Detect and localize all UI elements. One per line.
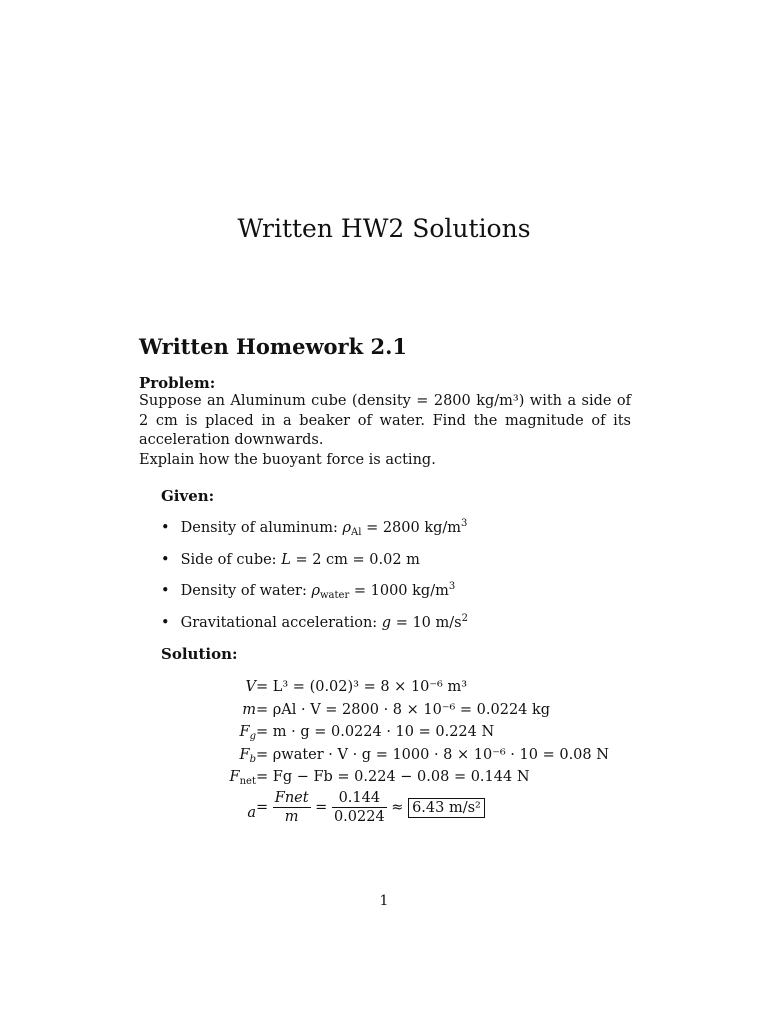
- given-item-subscript: water: [320, 590, 350, 601]
- given-item-label: Gravitational acceleration:: [180, 614, 378, 631]
- equation-lhs: $F_{net}$: [229, 769, 256, 787]
- given-label: Given:: [161, 487, 215, 505]
- given-item-value: = 10 m/s: [395, 614, 462, 631]
- given-item-symbol: ρ: [311, 583, 320, 599]
- given-item-symbol: g: [381, 614, 392, 631]
- given-item-value: = 1000 kg/m: [353, 583, 449, 599]
- given-item-symbol: ρ: [342, 520, 352, 536]
- fraction-denominator: 0.0224: [333, 809, 385, 825]
- final-answer-box: 6.43 m/s²: [408, 798, 485, 818]
- given-item-exponent: 3: [448, 581, 456, 592]
- problem-label: Problem:: [139, 374, 216, 392]
- equation-rhs: = ρAl · V = 2800 · 8 × 10⁻⁶ = 0.0224 kg: [256, 702, 551, 718]
- fraction-denominator: m: [284, 809, 299, 825]
- fraction-numerator: 0.144: [332, 789, 387, 808]
- equation-lhs: V: [245, 679, 256, 695]
- equation-rhs: = L³ = (0.02)³ = 8 × 10⁻⁶ m³: [256, 679, 468, 695]
- page-number: 1: [379, 893, 389, 909]
- solution-label: Solution:: [161, 645, 238, 663]
- given-item-exponent: 2: [461, 612, 468, 624]
- equation-gravity: [0, 721, 768, 743]
- given-item-exponent: 3: [461, 518, 468, 529]
- equation-acceleration: [0, 790, 768, 828]
- given-item: [161, 508, 468, 540]
- given-item: [161, 571, 468, 603]
- problem-line: Suppose an Aluminum cube (density = 2800 kg/m³) with a side of 2 cm is placed in a beaker of water. Find the magnitude of its acceleration downwards.: [139, 393, 631, 448]
- equation-lhs: a: [247, 805, 256, 821]
- bullet-icon: •: [161, 614, 170, 631]
- equation-volume: [0, 676, 768, 698]
- equation-mass: [0, 699, 768, 721]
- equation-net-force: [0, 766, 768, 788]
- equation-rhs: = Fg − Fb = 0.224 − 0.08 = 0.144 N: [256, 769, 530, 785]
- equation-buoyant: [0, 744, 768, 766]
- problem-statement: [139, 392, 631, 470]
- given-item-value: = 2800 kg/m: [366, 520, 462, 536]
- given-item-value: = 2 cm = 0.02 m: [295, 551, 420, 568]
- bullet-icon: •: [161, 583, 170, 599]
- equation-rhs: = m · g = 0.0224 · 10 = 0.224 N: [256, 724, 495, 740]
- given-item: [161, 603, 468, 635]
- bullet-icon: •: [161, 551, 170, 568]
- given-item: [161, 540, 468, 572]
- fraction: [273, 789, 311, 826]
- given-item-symbol: L: [281, 551, 291, 568]
- fraction-numerator: Fnet: [274, 790, 309, 806]
- problem-line: Explain how the buoyant force is acting.: [139, 451, 436, 468]
- document-title: Written HW2 Solutions: [237, 214, 531, 243]
- fraction: [332, 789, 387, 826]
- section-title: Written Homework 2.1: [139, 334, 407, 359]
- given-item-label: Side of cube:: [180, 551, 277, 568]
- equation-rhs: = $\frac{\text{Fnet}}{m}$ = $\frac{0.144}{0.0224}$ ≈ 6.43 m/s²: [256, 789, 485, 826]
- equation-lhs: $F_b$: [239, 747, 256, 765]
- given-item-subscript: Al: [351, 527, 362, 538]
- equation-lhs: m: [242, 702, 256, 718]
- equation-lhs: $F_g$: [239, 724, 256, 742]
- given-item-label: Density of water:: [180, 583, 307, 599]
- equation-rhs: = ρwater · V · g = 1000 · 8 × 10⁻⁶ · 10 = 0.08 N: [256, 747, 609, 763]
- given-item-label: Density of aluminum:: [180, 520, 338, 536]
- given-list: [161, 508, 468, 634]
- bullet-icon: •: [161, 520, 170, 536]
